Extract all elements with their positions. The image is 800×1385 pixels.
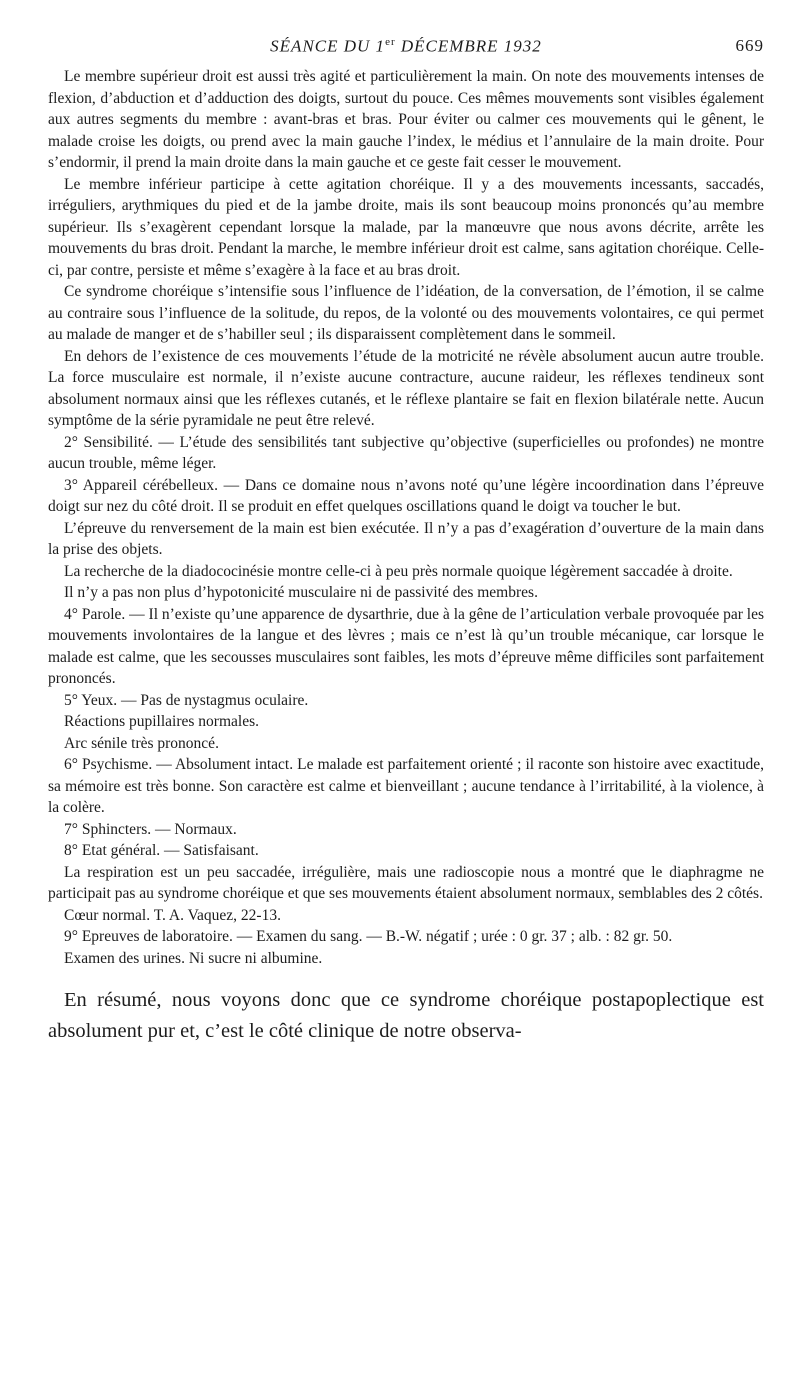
summary-section [48,985,764,1047]
header-title-main: SÉANCE DU 1 [270,36,386,56]
paragraph: 7° Sphincters. — Normaux. [64,820,237,838]
paragraph: La recherche de la diadococinésie montre celle-ci à peu près normale quoique légèrement saccadée à droite. [64,562,733,580]
header-title-end: DÉCEMBRE 1932 [395,36,542,56]
paragraph: Le membre supérieur droit est aussi très agité et particulièrement la main. On note des mouvements intenses de flexion, d’abduction et d’adduction des doigts, surtout du pouce. Ces mêmes mouvements sont visibles également aux autres segments du membre : avant-bras et bras. Pour éviter ou calmer ces mouvements qui le gênent, le malade croise les doigts, ou prend avec la main gauche l’index, le médius et l’annulaire de la main droite. Pour s’endormir, il prend la main droite dans la main gauche et ce geste fait cesser le mouvement. [48,68,764,171]
paragraph: Examen des urines. Ni sucre ni albumine. [64,949,323,967]
header-title [48,36,764,57]
paragraph: 9° Epreuves de laboratoire. — Examen du sang. — B.-W. négatif ; urée : 0 gr. 37 ; alb. : 82 gr. 50. [64,928,673,945]
paragraph: 6° Psychisme. — Absolument intact. Le malade est parfaitement orienté ; il raconte son histoire avec exactitude, sa mémoire est très bonne. Son caractère est calme et bienveillant ; aucune tendance à l’irritabilité, à la violence, à la colère. [48,756,764,816]
paragraph: Cœur normal. T. A. Vaquez, 22-13. [64,906,281,924]
paragraph: 2° Sensibilité. — L’étude des sensibilités tant subjective qu’objective (superficielles ou profondes) ne montre aucun trouble, même léger. [48,433,764,472]
paragraph: Le membre inférieur participe à cette agitation choréique. Il y a des mouvements incessants, saccadés, irréguliers, arythmiques du pied et de la jambe droite, mais ils sont beaucoup moins prononcés qu’au membre supérieur. Ils s’exagèrent cependant lorsque la malade, par la manœuvre que nous avons décrite, arrête les mouvements du bras droit. Pendant la marche, le membre inférieur droit est calme, sans agitation choréique. Celle-ci, par contre, persiste et même s’exagère à la face et au bras droit. [48,175,764,279]
paragraph: En dehors de l’existence de ces mouvements l’étude de la motricité ne révèle absolument aucun autre trouble. La force musculaire est normale, il n’existe aucune contracture, aucune raideur, les réflexes tendineux sont absolument normaux ainsi que les réflexes cutanés, et le réflexe plantaire se fait en flexion bilatérale nette. Aucun symptôme de la série pyramidale ne peut être relevé. [48,347,764,429]
paragraph: Réactions pupillaires normales. [64,713,259,730]
paragraph: La respiration est un peu saccadée, irrégulière, mais une radioscopie nous a montré que le diaphragme ne participait pas au syndrome choréique et que ses mouvements étaient absolument normaux, semblables des 2 côtés. [48,863,764,902]
header-title-superscript: er [385,36,396,48]
summary-paragraph: En résumé, nous voyons donc que ce syndrome choréique postapoplectique est absolument pur et, c’est le côté clinique de notre observa- [48,989,764,1042]
paragraph: Ce syndrome choréique s’intensifie sous l’influence de l’idéation, de la conversation, de l’émotion, il se calme au contraire sous l’influence de la solitude, du repos, de la volonté ou des mouvements volontaires, ce qui permet au malade de manger et de s’habiller seul ; ils disparaissent complètement dans le sommeil. [48,283,764,343]
body-text [48,66,764,969]
paragraph: Il n’y a pas non plus d’hypotonicité musculaire ni de passivité des membres. [64,584,538,601]
paragraph: L’épreuve du renversement de la main est bien exécutée. Il n’y a pas d’exagération d’ouverture de la main dans la prise des objets. [48,519,764,558]
running-header [48,36,764,66]
paragraph: 4° Parole. — Il n’existe qu’une apparence de dysarthrie, due à la gêne de l’articulation verbale provoquée par les mouvements involontaires de la langue et des lèvres ; mais ce n’est là qu’un trouble mécanique, car lorsque le malade est calme, que les secousses musculaires sont faibles, les mots d’épreuve même difficiles sont parfaitement prononcés. [48,605,764,687]
paragraph: 3° Appareil cérébelleux. — Dans ce domaine nous n’avons noté qu’une légère incoordination dans l’épreuve doigt sur nez du côté droit. Il se produit en effet quelques oscillations quand le doigt va toucher le but. [48,476,764,515]
paragraph: 8° Etat général. — Satisfaisant. [64,842,259,859]
page-number: 669 [735,36,764,55]
document-page [48,36,764,1047]
paragraph: Arc sénile très prononcé. [64,734,219,752]
paragraph: 5° Yeux. — Pas de nystagmus oculaire. [64,691,309,709]
